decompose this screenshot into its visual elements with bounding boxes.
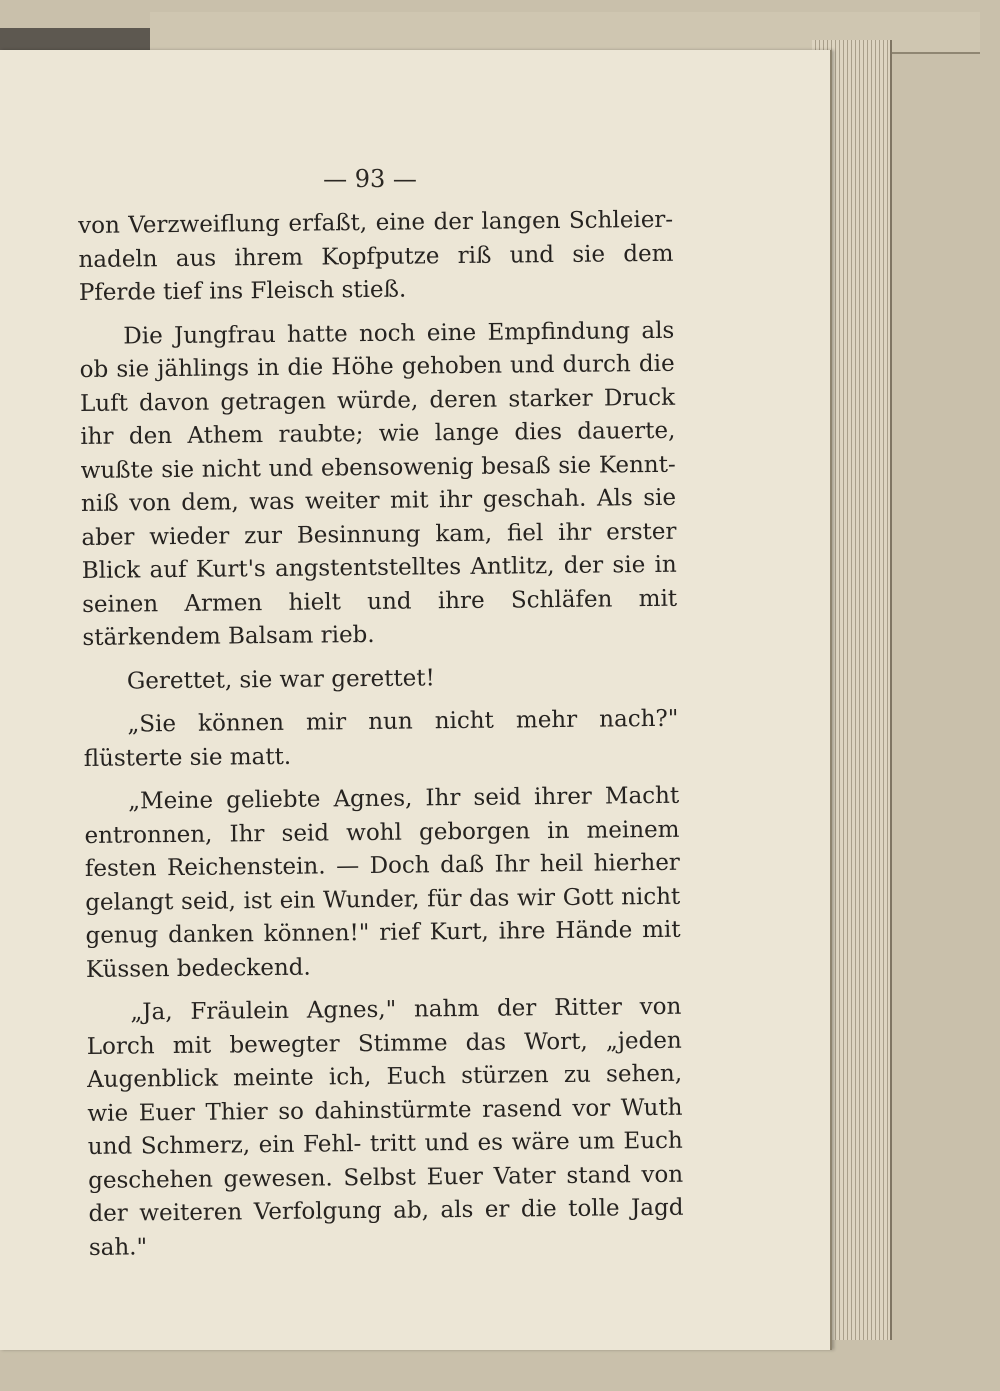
- paragraph: Die Jungfrau hatte noch eine Empfindung als ob sie jählings in die Höhe gehoben und durch die Luft davon getragen würde, deren starker Druck ihr den Athem raubte; wie lange dies dauerte, wußte sie nicht und ebensowenig besaß sie Kennt- niß von dem, was weiter mit ihr geschah. Als sie aber wieder zur Besinnung kam, fiel ihr erster Blick auf Kurt's angstentstelltes Antlitz, der sie in seinen Armen hielt und ihre Schläfen mit stärkendem Balsam rieb.: [79, 317, 678, 651]
- paragraph: Gerettet, sie war gerettet!: [126, 664, 435, 695]
- paragraph: „Ja, Fräulein Agnes," nahm der Ritter von Lorch mit bewegter Stimme das Wort, „jeden Augenblick meinte ich, Euch stürzen zu sehen, wie Euer Thier so dahinstürmte rasend vor Wuth und Schmerz, ein Fehl- tritt und es wäre um Euch geschehen gewesen. Selbst Euer Vater stand von der weiteren Verfolgung ab, als er die tolle Jagd sah.": [86, 993, 684, 1261]
- book-page: [0, 50, 832, 1350]
- page-text: [78, 204, 684, 1265]
- paragraph: „Sie können mir nun nicht mehr nach?" flüsterte sie matt.: [83, 705, 679, 772]
- page-number: — 93 —: [323, 165, 417, 193]
- paragraph: „Meine geliebte Agnes, Ihr seid ihrer Macht entronnen, Ihr seid wohl geborgen in meinem festen Reichenstein. — Doch daß Ihr heil hierher gelangt seid, ist ein Wunder, für das wir Gott nicht genug danken können!" rief Kurt, ihre Hände mit Küssen bedeckend.: [84, 782, 681, 983]
- book-spine: [0, 28, 160, 50]
- paragraph: von Verzweiflung erfaßt, eine der langen Schleier- nadeln aus ihrem Kopfputze riß und sie dem Pferde tief ins Fleisch stieß.: [78, 206, 674, 306]
